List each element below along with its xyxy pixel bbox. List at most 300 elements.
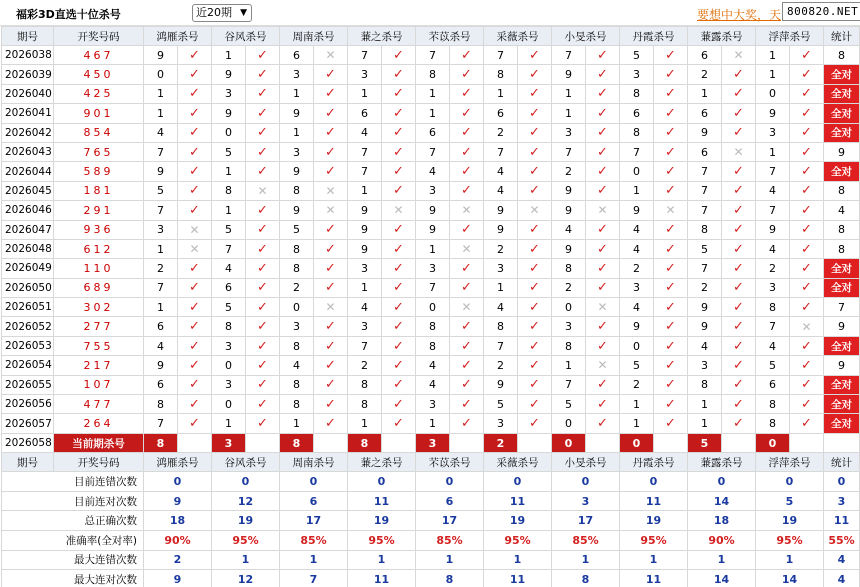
summary-value: 85%	[280, 530, 348, 550]
check-icon: ✓	[382, 375, 416, 394]
cross-icon: ✕	[586, 298, 620, 317]
kill-value: 5	[484, 395, 518, 414]
kill-value: 6	[144, 317, 178, 336]
period-cell: 2026056	[2, 395, 54, 414]
header-killer: 蒹之杀号	[348, 27, 416, 46]
kill-value: 7	[552, 142, 586, 161]
check-icon: ✓	[382, 298, 416, 317]
table-row	[2, 239, 860, 258]
check-icon: ✓	[314, 395, 348, 414]
check-icon: ✓	[722, 220, 756, 239]
check-icon: ✓	[790, 123, 824, 142]
check-icon: ✓	[382, 336, 416, 355]
kill-value: 8	[756, 414, 790, 433]
kill-value: 3	[620, 65, 654, 84]
check-icon: ✓	[654, 259, 688, 278]
kill-value: 2	[688, 65, 722, 84]
check-icon: ✓	[382, 395, 416, 414]
check-icon: ✓	[314, 104, 348, 123]
kill-value: 2	[484, 239, 518, 258]
kill-value: 1	[620, 181, 654, 200]
kill-value: 9	[484, 201, 518, 220]
check-icon: ✓	[178, 46, 212, 65]
check-icon: ✓	[722, 317, 756, 336]
check-icon: ✓	[518, 181, 552, 200]
kill-value: 4	[144, 123, 178, 142]
check-icon: ✓	[314, 162, 348, 181]
summary-value: 19	[212, 511, 280, 531]
empty-cell	[178, 433, 212, 452]
kill-value: 0	[212, 356, 246, 375]
check-icon: ✓	[246, 46, 280, 65]
header-stat: 统计	[824, 27, 860, 46]
table-row	[2, 395, 860, 414]
table-row	[2, 142, 860, 161]
kill-value: 3	[212, 336, 246, 355]
check-icon: ✓	[790, 220, 824, 239]
kill-value: 4	[620, 239, 654, 258]
summary-value: 85%	[552, 530, 620, 550]
kill-value: 7	[688, 181, 722, 200]
draw-numbers: 936	[54, 220, 144, 239]
kill-value: 1	[756, 46, 790, 65]
cross-icon: ✕	[450, 201, 484, 220]
summary-value: 1	[280, 550, 348, 570]
table-row	[2, 317, 860, 336]
kill-value: 0	[212, 123, 246, 142]
summary-row	[2, 550, 860, 570]
summary-value: 8	[552, 570, 620, 587]
kill-value: 5	[144, 181, 178, 200]
cross-icon: ✕	[654, 201, 688, 220]
kill-value: 0	[620, 162, 654, 181]
cross-icon: ✕	[450, 298, 484, 317]
header-killer: 小旻杀号	[552, 453, 620, 472]
period-cell: 2026055	[2, 375, 54, 394]
check-icon: ✓	[654, 336, 688, 355]
kill-value: 1	[416, 104, 450, 123]
kill-value: 8	[756, 298, 790, 317]
kill-value: 7	[348, 142, 382, 161]
header-killer: 蒹之杀号	[348, 453, 416, 472]
kill-value: 0	[552, 414, 586, 433]
kill-value: 3	[688, 356, 722, 375]
kill-value: 1	[212, 414, 246, 433]
period-select[interactable]	[192, 4, 252, 22]
kill-value: 6	[416, 123, 450, 142]
draw-numbers: 217	[54, 356, 144, 375]
stat-cell: 全对	[824, 414, 860, 433]
summary-value: 18	[144, 511, 212, 531]
check-icon: ✓	[518, 414, 552, 433]
kill-value: 6	[620, 104, 654, 123]
kill-value: 1	[144, 84, 178, 103]
header-killer: 采薇杀号	[484, 27, 552, 46]
summary-row	[2, 570, 860, 587]
check-icon: ✓	[382, 414, 416, 433]
summary-value: 17	[552, 511, 620, 531]
kill-value: 3	[212, 375, 246, 394]
check-icon: ✓	[518, 298, 552, 317]
table-row	[2, 259, 860, 278]
check-icon: ✓	[178, 84, 212, 103]
draw-numbers: 477	[54, 395, 144, 414]
summary-value: 14	[688, 491, 756, 511]
header-numbers: 开奖号码	[54, 453, 144, 472]
stat-cell: 全对	[824, 259, 860, 278]
site-badge[interactable]: 800820.NET	[782, 2, 860, 21]
kill-value: 1	[144, 104, 178, 123]
kill-value: 9	[552, 65, 586, 84]
table-row	[2, 104, 860, 123]
summary-label: 总正确次数	[2, 511, 144, 531]
period-cell: 2026046	[2, 201, 54, 220]
kill-value: 2	[620, 259, 654, 278]
summary-value: 18	[688, 511, 756, 531]
check-icon: ✓	[178, 395, 212, 414]
summary-value: 0	[280, 472, 348, 492]
summary-label: 最大连对次数	[2, 570, 144, 587]
summary-value: 95%	[620, 530, 688, 550]
summary-label: 目前连对次数	[2, 491, 144, 511]
check-icon: ✓	[722, 414, 756, 433]
check-icon: ✓	[246, 356, 280, 375]
kill-value: 9	[212, 104, 246, 123]
kill-value: 2	[280, 278, 314, 297]
kill-value: 9	[688, 317, 722, 336]
header-stat: 统计	[824, 453, 860, 472]
check-icon: ✓	[518, 239, 552, 258]
check-icon: ✓	[450, 104, 484, 123]
check-icon: ✓	[178, 356, 212, 375]
check-icon: ✓	[314, 123, 348, 142]
period-cell: 2026042	[2, 123, 54, 142]
kill-value: 9	[484, 220, 518, 239]
check-icon: ✓	[722, 104, 756, 123]
kill-value: 7	[144, 414, 178, 433]
check-icon: ✓	[382, 278, 416, 297]
summary-row	[2, 491, 860, 511]
summary-value: 2	[144, 550, 212, 570]
kill-value: 7	[756, 317, 790, 336]
stat-cell: 全对	[824, 278, 860, 297]
kill-value: 9	[144, 46, 178, 65]
kill-value: 4	[756, 181, 790, 200]
check-icon: ✓	[314, 317, 348, 336]
draw-numbers: 277	[54, 317, 144, 336]
summary-stat: 4	[824, 570, 860, 587]
check-icon: ✓	[790, 46, 824, 65]
kill-value: 7	[416, 278, 450, 297]
summary-value: 1	[484, 550, 552, 570]
kill-value: 8	[756, 395, 790, 414]
kill-value: 1	[144, 239, 178, 258]
cross-icon: ✕	[314, 298, 348, 317]
check-icon: ✓	[314, 375, 348, 394]
check-icon: ✓	[790, 201, 824, 220]
top-bar	[0, 0, 860, 26]
period-cell: 2026054	[2, 356, 54, 375]
stat-cell: 全对	[824, 395, 860, 414]
kill-value: 8	[280, 239, 314, 258]
kill-value: 7	[144, 278, 178, 297]
summary-value: 0	[416, 472, 484, 492]
check-icon: ✓	[314, 142, 348, 161]
check-icon: ✓	[178, 162, 212, 181]
marquee-link[interactable]: 要想中大奖，天	[697, 8, 782, 22]
summary-stat: 0	[824, 472, 860, 492]
kill-value: 3	[348, 65, 382, 84]
summary-value: 3	[552, 491, 620, 511]
header-killer: 蒹露杀号	[688, 453, 756, 472]
kill-value: 8	[416, 65, 450, 84]
check-icon: ✓	[722, 356, 756, 375]
summary-row	[2, 511, 860, 531]
period-cell: 2026057	[2, 414, 54, 433]
check-icon: ✓	[246, 298, 280, 317]
check-icon: ✓	[518, 317, 552, 336]
kill-value: 0	[280, 298, 314, 317]
summary-value: 6	[416, 491, 484, 511]
header-killer: 采薇杀号	[484, 453, 552, 472]
summary-value: 1	[552, 550, 620, 570]
cross-icon: ✕	[382, 201, 416, 220]
kill-value: 7	[688, 201, 722, 220]
empty-cell	[586, 433, 620, 452]
kill-value: 4	[212, 259, 246, 278]
draw-numbers: 425	[54, 84, 144, 103]
check-icon: ✓	[246, 259, 280, 278]
kill-value: 6	[144, 375, 178, 394]
kill-value: 7	[348, 46, 382, 65]
check-icon: ✓	[790, 162, 824, 181]
check-icon: ✓	[790, 65, 824, 84]
check-icon: ✓	[586, 142, 620, 161]
check-icon: ✓	[450, 220, 484, 239]
table-row	[2, 123, 860, 142]
summary-value: 11	[484, 491, 552, 511]
period-cell: 2026045	[2, 181, 54, 200]
cross-icon: ✕	[586, 356, 620, 375]
check-icon: ✓	[314, 220, 348, 239]
summary-label: 准确率(全对率)	[2, 530, 144, 550]
check-icon: ✓	[654, 239, 688, 258]
kill-value: 1	[756, 65, 790, 84]
check-icon: ✓	[382, 181, 416, 200]
current-kill-value: 8	[348, 433, 382, 452]
stat-cell: 全对	[824, 123, 860, 142]
kill-value: 9	[280, 104, 314, 123]
kill-value: 1	[552, 356, 586, 375]
draw-numbers: 765	[54, 142, 144, 161]
check-icon: ✓	[586, 84, 620, 103]
check-icon: ✓	[654, 414, 688, 433]
check-icon: ✓	[586, 395, 620, 414]
check-icon: ✓	[314, 414, 348, 433]
stat-cell: 9	[824, 317, 860, 336]
kill-value: 6	[484, 104, 518, 123]
check-icon: ✓	[314, 259, 348, 278]
kill-value: 8	[620, 123, 654, 142]
kill-value: 9	[348, 239, 382, 258]
check-icon: ✓	[518, 84, 552, 103]
check-icon: ✓	[450, 84, 484, 103]
kill-value: 8	[280, 395, 314, 414]
check-icon: ✓	[586, 65, 620, 84]
cross-icon: ✕	[314, 201, 348, 220]
kill-value: 9	[688, 123, 722, 142]
check-icon: ✓	[450, 46, 484, 65]
kill-number-table	[1, 26, 860, 587]
kill-value: 7	[552, 375, 586, 394]
summary-value: 11	[620, 570, 688, 587]
table-row	[2, 162, 860, 181]
kill-value: 1	[484, 84, 518, 103]
kill-value: 6	[756, 375, 790, 394]
current-kill-value: 0	[552, 433, 586, 452]
check-icon: ✓	[586, 104, 620, 123]
kill-value: 7	[756, 201, 790, 220]
summary-value: 12	[212, 491, 280, 511]
kill-value: 8	[484, 65, 518, 84]
kill-value: 6	[688, 142, 722, 161]
kill-value: 8	[280, 375, 314, 394]
check-icon: ✓	[790, 239, 824, 258]
header-killer: 芣苡杀号	[416, 453, 484, 472]
kill-value: 9	[552, 239, 586, 258]
kill-value: 4	[416, 356, 450, 375]
empty-cell	[722, 433, 756, 452]
kill-value: 3	[348, 317, 382, 336]
stat-cell: 8	[824, 239, 860, 258]
check-icon: ✓	[654, 162, 688, 181]
header-killer: 浮萍杀号	[756, 453, 824, 472]
draw-numbers: 854	[54, 123, 144, 142]
kill-value: 4	[620, 220, 654, 239]
kill-value: 9	[280, 201, 314, 220]
kill-value: 8	[280, 336, 314, 355]
summary-value: 7	[280, 570, 348, 587]
summary-value: 0	[212, 472, 280, 492]
current-label: 当前期杀号	[54, 433, 144, 452]
kill-value: 3	[552, 123, 586, 142]
summary-value: 0	[756, 472, 824, 492]
check-icon: ✓	[722, 298, 756, 317]
check-icon: ✓	[654, 46, 688, 65]
check-icon: ✓	[246, 278, 280, 297]
kill-value: 7	[348, 336, 382, 355]
summary-stat: 11	[824, 511, 860, 531]
table-row	[2, 278, 860, 297]
table-row	[2, 201, 860, 220]
empty-cell	[382, 433, 416, 452]
check-icon: ✓	[722, 201, 756, 220]
kill-value: 4	[484, 181, 518, 200]
summary-value: 1	[620, 550, 688, 570]
current-kill-value: 2	[484, 433, 518, 452]
kill-value: 9	[348, 220, 382, 239]
kill-value: 4	[348, 123, 382, 142]
summary-value: 95%	[212, 530, 280, 550]
kill-value: 9	[620, 317, 654, 336]
kill-value: 9	[416, 220, 450, 239]
table-row	[2, 220, 860, 239]
table-row	[2, 356, 860, 375]
kill-value: 9	[552, 201, 586, 220]
check-icon: ✓	[722, 123, 756, 142]
stat-cell: 全对	[824, 162, 860, 181]
check-icon: ✓	[382, 104, 416, 123]
table-row	[2, 84, 860, 103]
check-icon: ✓	[790, 395, 824, 414]
check-icon: ✓	[450, 65, 484, 84]
draw-numbers: 901	[54, 104, 144, 123]
kill-value: 8	[552, 336, 586, 355]
check-icon: ✓	[790, 104, 824, 123]
cross-icon: ✕	[722, 142, 756, 161]
kill-value: 7	[416, 46, 450, 65]
kill-value: 2	[484, 123, 518, 142]
kill-value: 6	[688, 46, 722, 65]
check-icon: ✓	[790, 259, 824, 278]
kill-value: 3	[620, 278, 654, 297]
kill-value: 8	[212, 181, 246, 200]
check-icon: ✓	[314, 239, 348, 258]
check-icon: ✓	[382, 259, 416, 278]
draw-numbers: 302	[54, 298, 144, 317]
check-icon: ✓	[722, 162, 756, 181]
check-icon: ✓	[518, 46, 552, 65]
check-icon: ✓	[450, 162, 484, 181]
header-killer: 周南杀号	[280, 27, 348, 46]
check-icon: ✓	[654, 317, 688, 336]
summary-value: 11	[620, 491, 688, 511]
check-icon: ✓	[722, 336, 756, 355]
summary-stat: 3	[824, 491, 860, 511]
cross-icon: ✕	[722, 46, 756, 65]
check-icon: ✓	[178, 298, 212, 317]
kill-value: 0	[620, 336, 654, 355]
kill-value: 2	[348, 356, 382, 375]
draw-numbers: 291	[54, 201, 144, 220]
kill-value: 2	[756, 259, 790, 278]
table-row	[2, 65, 860, 84]
check-icon: ✓	[518, 123, 552, 142]
summary-stat: 4	[824, 550, 860, 570]
empty-cell	[790, 433, 824, 452]
summary-value: 95%	[484, 530, 552, 550]
check-icon: ✓	[586, 220, 620, 239]
summary-value: 0	[552, 472, 620, 492]
kill-value: 7	[552, 46, 586, 65]
kill-value: 6	[280, 46, 314, 65]
check-icon: ✓	[722, 239, 756, 258]
check-icon: ✓	[790, 336, 824, 355]
summary-row	[2, 472, 860, 492]
kill-value: 9	[416, 201, 450, 220]
kill-value: 8	[280, 181, 314, 200]
kill-value: 5	[212, 142, 246, 161]
check-icon: ✓	[654, 123, 688, 142]
check-icon: ✓	[178, 317, 212, 336]
check-icon: ✓	[654, 375, 688, 394]
period-select-value: 近20期	[196, 6, 232, 19]
check-icon: ✓	[246, 123, 280, 142]
kill-value: 1	[348, 414, 382, 433]
kill-value: 9	[756, 104, 790, 123]
summary-value: 19	[620, 511, 688, 531]
cross-icon: ✕	[450, 239, 484, 258]
